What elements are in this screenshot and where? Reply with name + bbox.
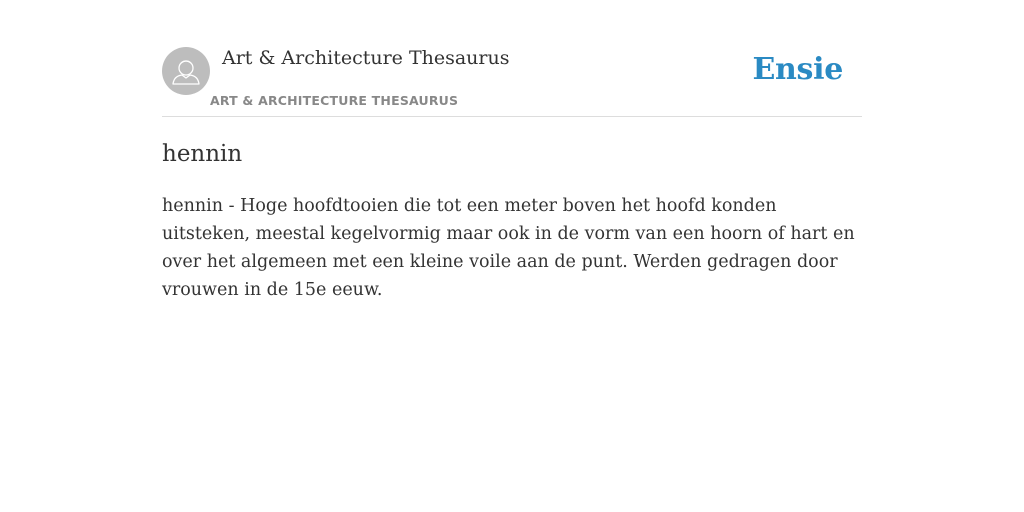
entry-term: hennin [162,141,243,167]
entry-definition: hennin - Hoge hoofdtooien die tot een meter boven het hoofd konden uitsteken, meestal kegelvormig maar ook in de vorm van een hoorn of hart en over het algemeen met een kleine voile aan de punt. Werden gedragen door vrouwen in de 15e eeuw. [162,196,855,300]
user-avatar-icon[interactable] [162,47,210,95]
author-subtitle: ART & ARCHITECTURE THESAURUS [210,93,459,108]
author-name-link[interactable]: Art & Architecture Thesaurus [222,47,510,69]
ensie-logo-link[interactable]: Ensie [752,52,843,87]
entry-header [162,46,862,117]
